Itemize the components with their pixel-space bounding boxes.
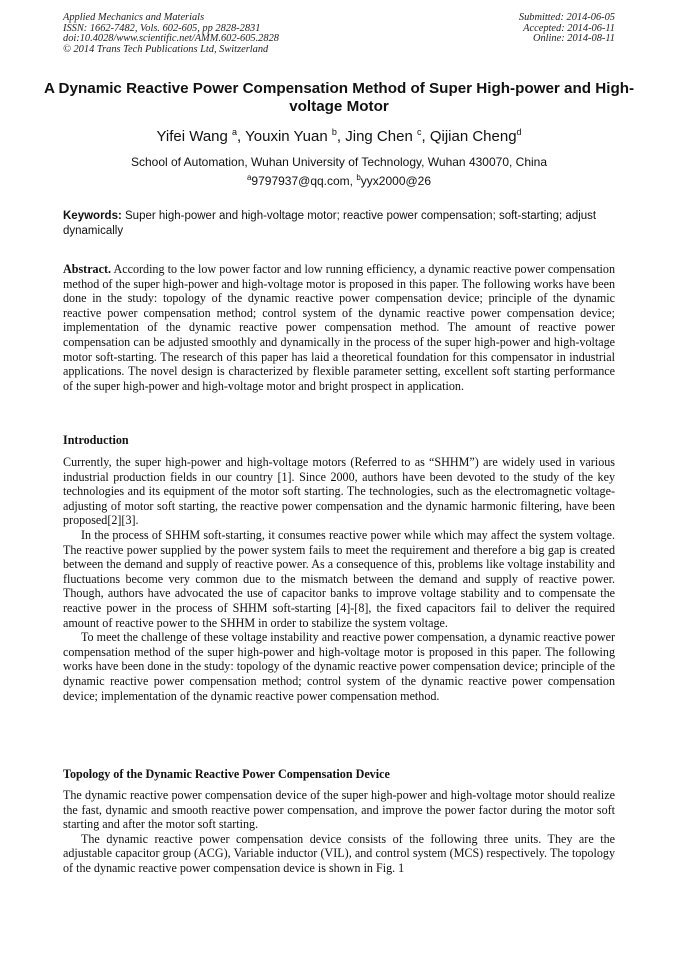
author-name: Youxin Yuan [245, 128, 328, 145]
keywords-text: Super high-power and high-voltage motor; reactive power compensation; soft-starting; adjust dynamically [63, 210, 597, 237]
journal-info [63, 13, 279, 55]
author-name: Yifei Wang [156, 128, 228, 145]
section-heading-introduction: Introduction [63, 433, 129, 447]
author-list: Yifei Wang $^a$, Youxin Yuan $^b$, Jing Chen $^c$, Qijian Cheng$^d$ [156, 127, 522, 145]
author-mark: d [516, 127, 522, 137]
paragraph: In the process of SHHM soft-starting, it consumes reactive power while which may affect the system voltage. The reactive power supplied by the power system fails to meet the requirement and therefore a big gap is created between the demand and supply of reactive power. As a consequence of this, problems like voltage instability and fluctuations become very common due to the mismatch between the demand and supply of reactive power. Though, authors have advocated the use of capacitor banks to improve voltage stability and to compensate the reactive power in the process of SHHM soft-starting [4]-[8], the fixed capacitors fail to deliver the required amount of reactive power to the SHHM in order to stabilize the system voltage. [63, 527, 615, 630]
email-address: yyx2000@26 [360, 174, 432, 188]
abstract [63, 262, 615, 393]
accepted-date: Accepted: 2014-06-11 [523, 22, 615, 34]
affiliation: School of Automation, Wuhan University of Technology, Wuhan 430070, China [130, 155, 548, 169]
email-mark: a [246, 173, 252, 182]
introduction-body [63, 455, 615, 703]
author-mark: c [416, 127, 422, 137]
keywords [63, 209, 615, 238]
author-name: Qijian Cheng [429, 128, 517, 145]
email-address: 9797937@qq.com [251, 174, 350, 188]
paragraph: The dynamic reactive power compensation device consists of the following three units. They are the adjustable capacitor group (ACG), Variable inductor (VIL), and control system (MCS) respectively. The topology of the dynamic reactive power compensation device is shown in Fig. 1 [63, 831, 615, 875]
author-mark: a [232, 127, 238, 137]
online-date: Online: 2014-08-11 [532, 33, 615, 45]
journal-doi: doi:10.4028/www.scientific.net/AMM.602-605.2828 [63, 33, 279, 45]
email-list: $^a$9797937@qq.com, $^b$yyx2000@26 [246, 173, 432, 188]
journal-issn: ISSN: 1662-7482, Vols. 602-605, pp 2828-2831 [63, 22, 261, 34]
journal-copyright: © 2014 Trans Tech Publications Ltd, Switzerland [63, 43, 269, 55]
journal-name: Applied Mechanics and Materials [63, 12, 205, 23]
author-mark: b [331, 127, 337, 137]
paragraph: Currently, the super high-power and high-voltage motors (Referred to as “SHHM”) are widely used in various industrial production fields in our country [1]. Since 2000, authors have been devoted to the study of the key technologies and its equipment of the motor soft starting. The technologies, such as the electromagnetic voltage-adjusting of motor soft starting, the reactive power compensation and the dynamic harmonic filtering, have been proposed[2][3]. [63, 455, 615, 528]
paragraph: The dynamic reactive power compensation device of the super high-power and high-voltage motor should realize the fast, dynamic and smooth reactive power compensation, and improve the power factor during the motor soft starting and after the motor soft starting. [63, 788, 615, 832]
submission-dates [519, 13, 615, 45]
section-heading-topology: Topology of the Dynamic Reactive Power Compensation Device [63, 767, 390, 781]
abstract-text: According to the low power factor and low running efficiency, a dynamic reactive power compensation method of the super high-power and high-voltage motor is proposed in this paper. The following works have been done in the study: topology of the dynamic reactive power compensation device; principle of the dynamic reactive power compensation method; control system of the dynamic reactive power compensation device; implementation of the dynamic reactive power compensation method. The amount of reactive power compensation can be adjusted smoothly and dynamically in the process of the super high-power and high-voltage motor soft-starting. The research of this paper has laid a theoretical foundation for this compensator in industrial applications. The novel design is characterized by flexible parameter setting, excellent soft starting performance of the super high-power and high-voltage motor and bright prospect in application. [63, 262, 616, 393]
paper-title: A Dynamic Reactive Power Compensation Method of Super High-power and High-voltage Motor [43, 80, 635, 115]
topology-body [63, 788, 615, 876]
submitted-date: Submitted: 2014-06-05 [518, 12, 615, 23]
author-name: Jing Chen [345, 128, 413, 145]
abstract-label: Abstract. [63, 262, 112, 276]
paragraph: To meet the challenge of these voltage instability and reactive power compensation, a dynamic reactive power compensation method of the super high-power and high-voltage motor is proposed in this paper. The following works have been done in the study: topology of the dynamic reactive power compensation device; principle of the dynamic reactive power compensation method; control system of the dynamic reactive power compensation device; implementation of the dynamic reactive power compensation method. [63, 630, 615, 703]
keywords-label: Keywords: [63, 210, 122, 222]
email-mark: b [356, 173, 361, 182]
